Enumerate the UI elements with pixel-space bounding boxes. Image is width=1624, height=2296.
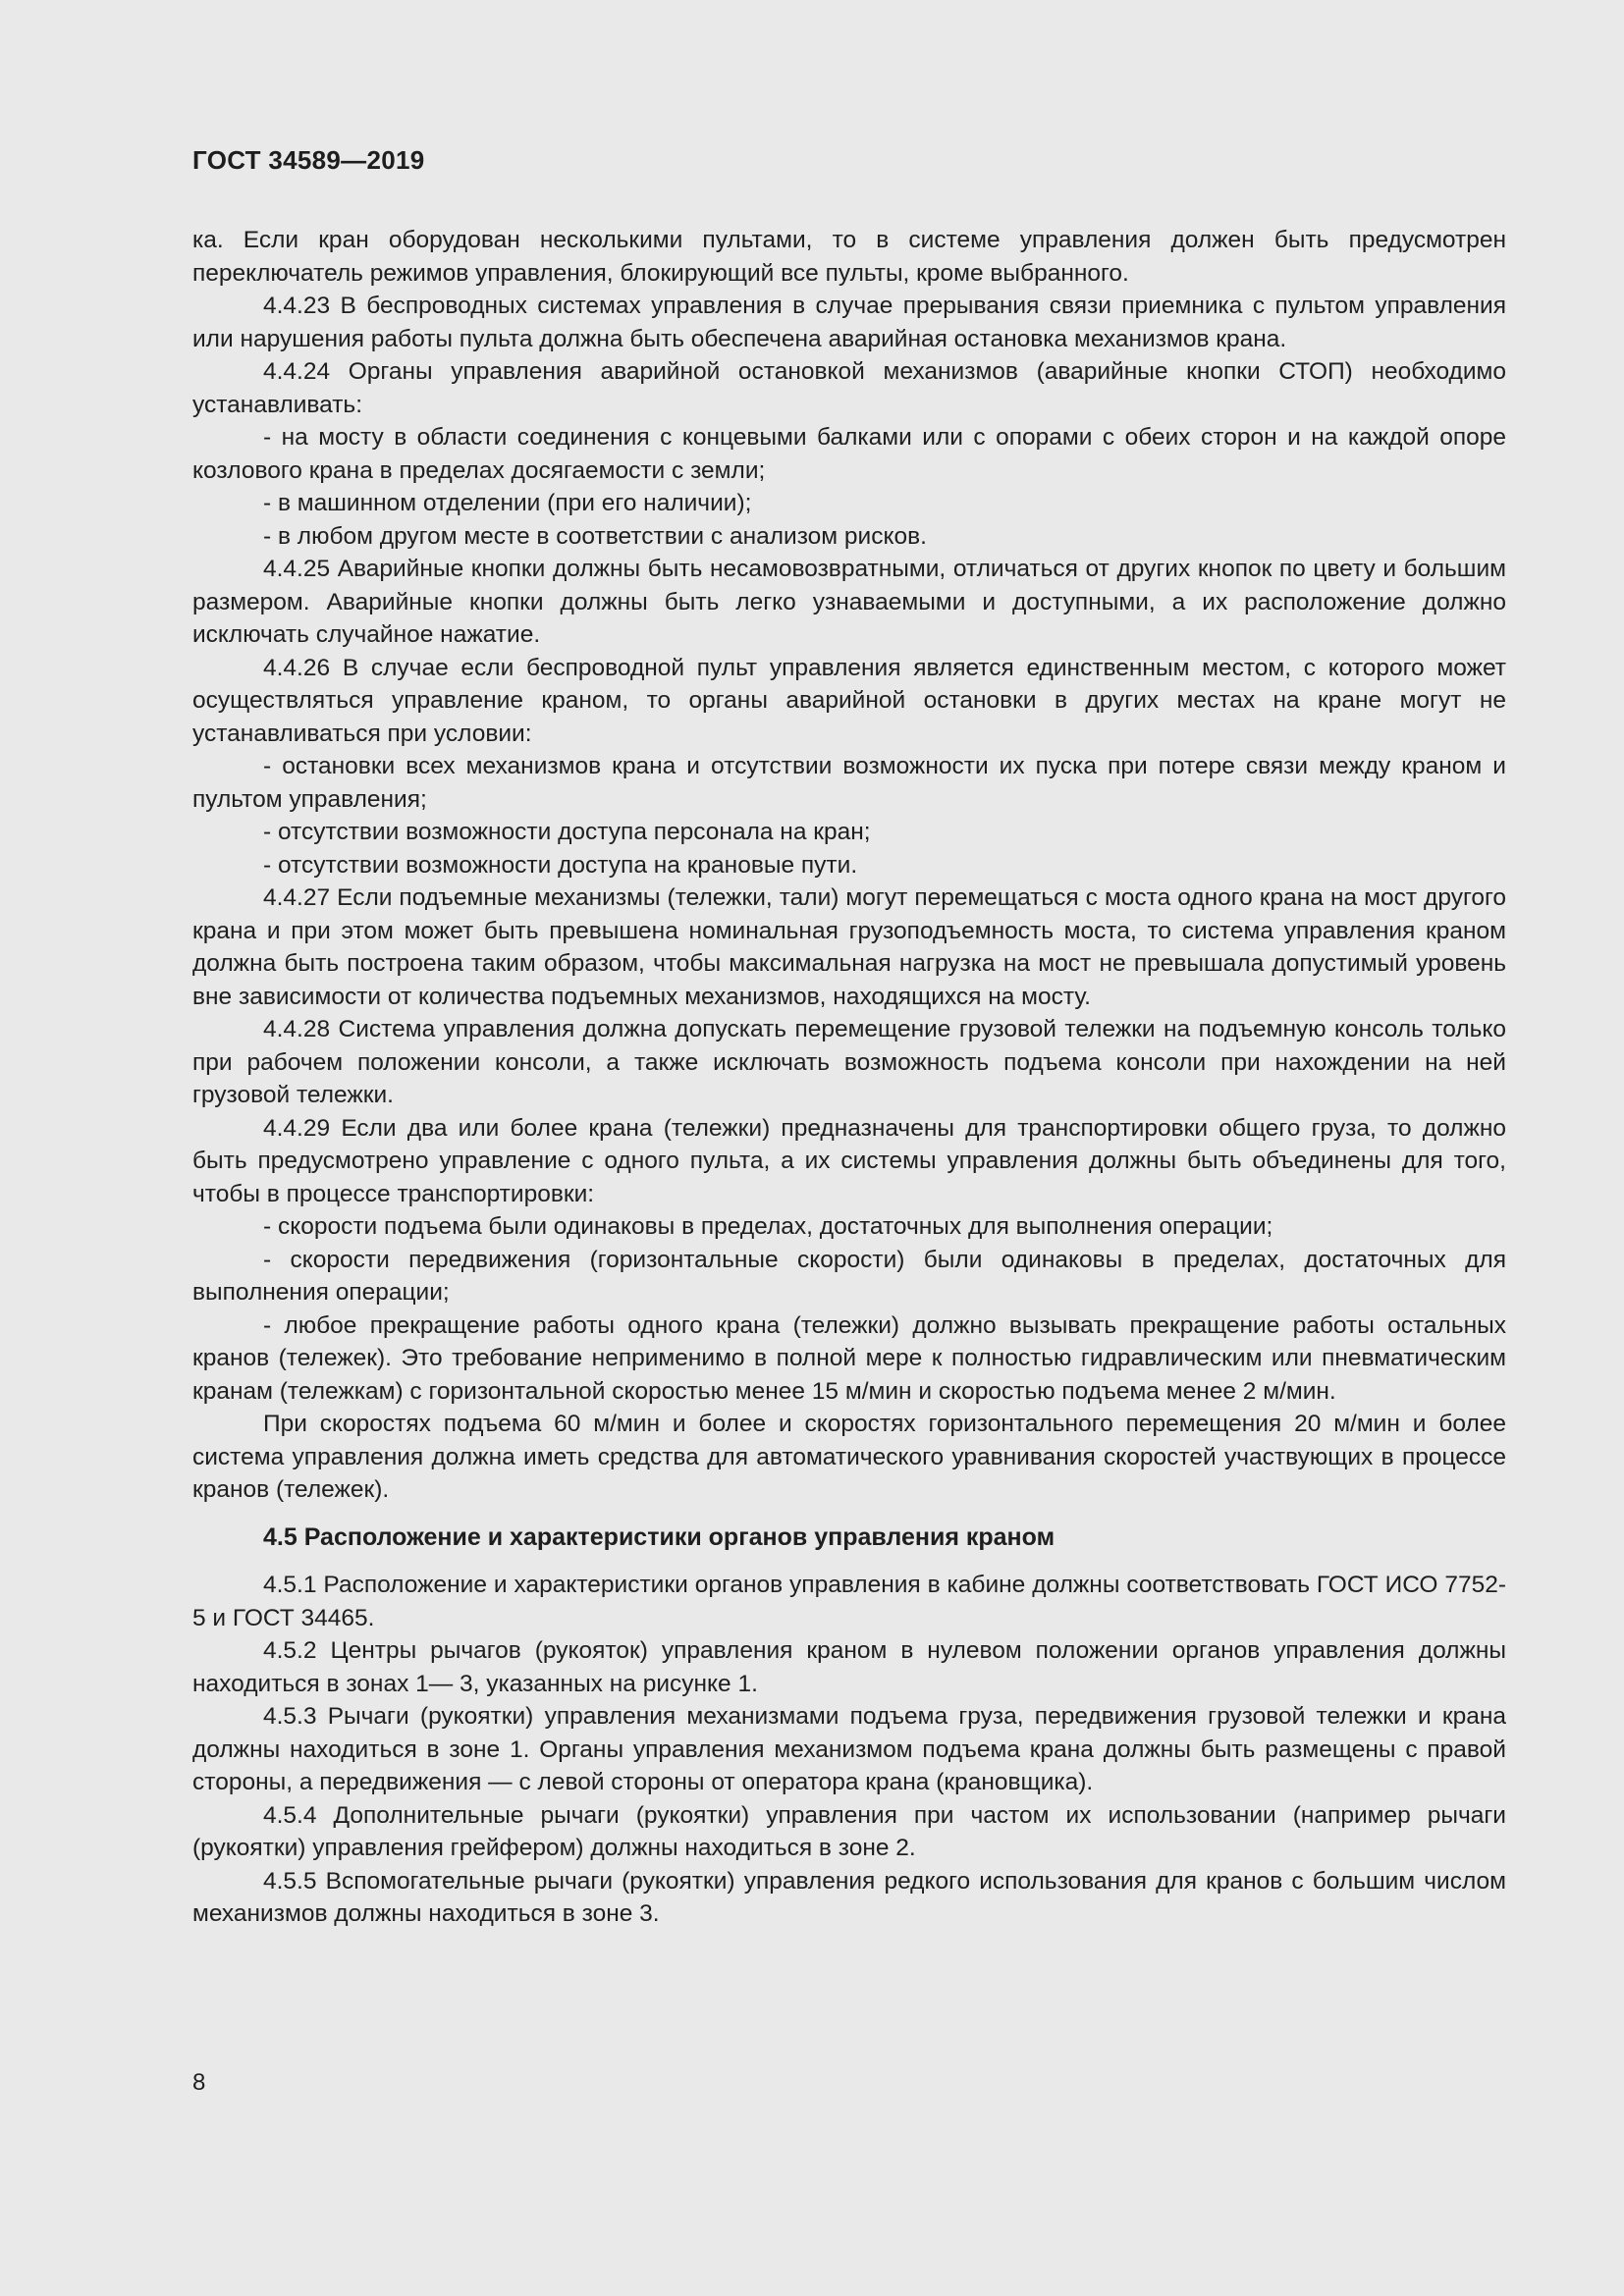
list-item: - остановки всех механизмов крана и отсутствии возможности их пуска при потере связи между краном и пультом управления; [192,753,1506,813]
list-item: - отсутствии возможности доступа на крановые пути. [263,851,858,879]
paragraph-4-5-1: 4.5.1 Расположение и характеристики органов управления в кабине должны соответствовать ГОСТ ИСО 7752-5 и ГОСТ 34465. [192,1572,1506,1631]
paragraph-4-4-23: 4.4.23 В беспроводных системах управления в случае прерывания связи приемника с пультом управления или нарушения работы пульта должна быть обеспечена аварийная остановка механизмов крана. [192,293,1506,352]
paragraph-4-4-25: 4.4.25 Аварийные кнопки должны быть несамовозвратными, отличаться от других кнопок по цвету и большим размером. Аварийные кнопки должны быть легко узнаваемыми и доступными, а их расположение должно исключать случайное нажатие. [192,556,1506,648]
list-item: - отсутствии возможности доступа персонала на кран; [263,819,871,845]
paragraph-4-4-26: 4.4.26 В случае если беспроводной пульт управления является единственным местом, с которого может осуществляться управление краном, то органы аварийной остановки в других местах на кране могут не устанавливаться при условии: [192,654,1506,747]
paragraph: При скоростях подъема 60 м/мин и более и скоростях горизонтального перемещения 20 м/мин и более система управления должна иметь средства для автоматического уравнивания скоростей участвующих в процессе кранов (тележек). [192,1411,1506,1503]
list-item: - скорости передвижения (горизонтальные скорости) были одинаковы в пределах, достаточных для выполнения операции; [192,1246,1506,1306]
paragraph-4-4-28: 4.4.28 Система управления должна допускать перемещение грузовой тележки на подъемную консоль только при рабочем положении консоли, а также исключать возможность подъема консоли при нахождении на ней грузовой тележки. [192,1016,1506,1108]
paragraph-4-5-5: 4.5.5 Вспомогательные рычаги (рукоятки) управления редкого использования для кранов с большим числом механизмов должны находиться в зоне 3. [192,1867,1506,1927]
list-item: - в любом другом месте в соответствии с анализом рисков. [263,522,927,550]
paragraph-4-4-27: 4.4.27 Если подъемные механизмы (тележки, тали) могут перемещаться с моста одного крана на мост другого крана и при этом может быть превышена номинальная грузоподъемность моста, то система управления краном должна быть построена таким образом, чтобы максимальная нагрузка на мост не превышала допустимый уровень вне зависимости от количества подъемных механизмов, находящихся на мосту. [192,884,1506,1010]
paragraph-4-4-29: 4.4.29 Если два или более крана (тележки) предназначены для транспортировки общего груза, то должно быть предусмотрено управление с одного пульта, а их системы управления должны быть объединены для того, чтобы в процессе транспортировки: [192,1114,1506,1207]
paragraph-4-4-24: 4.4.24 Органы управления аварийной остановкой механизмов (аварийные кнопки СТОП) необходимо устанавливать: [192,358,1506,418]
list-item: - в машинном отделении (при его наличии); [263,490,752,516]
list-item: - скорости подъема были одинаковы в пределах, достаточных для выполнения операции; [263,1213,1273,1240]
page-number: 8 [192,2069,206,2096]
list-item: - на мосту в области соединения с концевыми балками или с опорами с обеих сторон и на каждой опоре козлового крана в пределах досягаемости с земли; [192,424,1506,484]
paragraph: ка. Если кран оборудован несколькими пультами, то в системе управления должен быть предусмотрен переключатель режимов управления, блокирующий все пульты, кроме выбранного. [192,227,1506,287]
document-header: ГОСТ 34589—2019 [192,145,425,175]
paragraph-4-5-4: 4.5.4 Дополнительные рычаги (рукоятки) управления при частом их использовании (например рычаги (рукоятки) управления грейфером) должны находиться в зоне 2. [192,1801,1506,1861]
section-heading-4-5: 4.5 Расположение и характеристики органов управления краном [263,1522,1056,1551]
paragraph-4-5-3: 4.5.3 Рычаги (рукоятки) управления механизмами подъема груза, передвижения грузовой тележки и крана должны находиться в зоне 1. Органы управления механизмом подъема крана должны быть размещены с правой стороны, а передвижения — с левой стороны от оператора крана (крановщика). [192,1703,1506,1795]
list-item: - любое прекращение работы одного крана (тележки) должно вызывать прекращение работы остальных кранов (тележек). Это требование неприменимо в полной мере к полностью гидравлическим или пневматическим кранам (тележкам) с горизонтальной скоростью менее 15 м/мин и скоростью подъема менее 2 м/мин. [192,1311,1506,1405]
document-body [192,224,1506,1931]
paragraph-4-5-2: 4.5.2 Центры рычагов (рукояток) управления краном в нулевом положении органов управления должны находиться в зонах 1— 3, указанных на рисунке 1. [192,1637,1506,1697]
